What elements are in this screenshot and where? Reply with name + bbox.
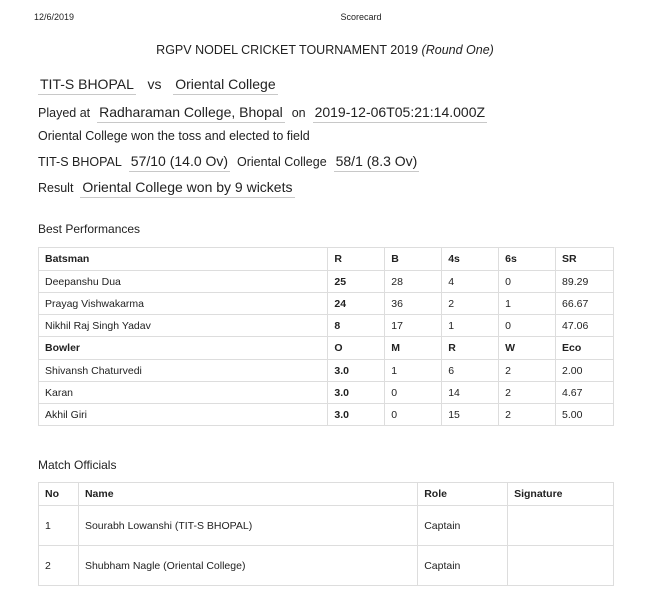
col-header: R	[442, 337, 499, 360]
bowler-name: Karan	[39, 382, 328, 404]
print-title: Scorecard	[340, 12, 382, 22]
score1-team: TIT-S BHOPAL	[38, 155, 122, 169]
tournament-title	[0, 43, 650, 57]
bowler-row	[39, 360, 614, 382]
on-label: on	[291, 106, 306, 120]
tournament-round: (Round One)	[421, 43, 494, 57]
score2-team: Oriental College	[237, 155, 327, 169]
col-header: Signature	[508, 483, 614, 506]
match-officials-title: Match Officials	[38, 458, 117, 472]
batsman-name: Nikhil Raj Singh Yadav	[39, 315, 328, 337]
score1: 57/10 (14.0 Ov)	[129, 153, 230, 172]
venue-line	[38, 104, 487, 120]
official-signature	[508, 506, 614, 546]
runs: 24	[328, 293, 385, 315]
col-header: Name	[78, 483, 417, 506]
official-row	[39, 546, 614, 586]
col-header: M	[385, 337, 442, 360]
economy: 2.00	[556, 360, 614, 382]
runs-conceded: 14	[442, 382, 499, 404]
batsman-row	[39, 293, 614, 315]
bowler-row	[39, 382, 614, 404]
score-line	[38, 153, 419, 169]
economy: 4.67	[556, 382, 614, 404]
fours: 1	[442, 315, 499, 337]
official-signature	[508, 546, 614, 586]
col-header: R	[328, 248, 385, 271]
result-label: Result	[38, 181, 74, 195]
sixes: 0	[499, 315, 556, 337]
bowler-name: Shivansh Chaturvedi	[39, 360, 328, 382]
runs: 25	[328, 271, 385, 293]
economy: 5.00	[556, 404, 614, 426]
col-header: Bowler	[39, 337, 328, 360]
runs-conceded: 6	[442, 360, 499, 382]
overs: 3.0	[328, 404, 385, 426]
officials-header-row	[39, 483, 614, 506]
col-header: 4s	[442, 248, 499, 271]
result-line	[38, 179, 295, 195]
batsman-row	[39, 271, 614, 293]
col-header: B	[385, 248, 442, 271]
played-label: Played at	[38, 106, 91, 120]
col-header: W	[499, 337, 556, 360]
official-role: Captain	[418, 506, 508, 546]
team2: Oriental College	[173, 76, 277, 95]
wickets: 2	[499, 404, 556, 426]
official-row	[39, 506, 614, 546]
balls: 28	[385, 271, 442, 293]
sixes: 0	[499, 271, 556, 293]
overs: 3.0	[328, 382, 385, 404]
runs: 8	[328, 315, 385, 337]
vs-label: vs	[147, 76, 162, 92]
wickets: 2	[499, 360, 556, 382]
strike-rate: 66.67	[556, 293, 614, 315]
runs-conceded: 15	[442, 404, 499, 426]
toss-line: Oriental College won the toss and elected to field	[38, 129, 310, 143]
balls: 36	[385, 293, 442, 315]
teams-line	[38, 76, 278, 92]
fours: 4	[442, 271, 499, 293]
col-header: Batsman	[39, 248, 328, 271]
result: Oriental College won by 9 wickets	[80, 179, 294, 198]
official-name: Shubham Nagle (Oriental College)	[78, 546, 417, 586]
maidens: 0	[385, 382, 442, 404]
col-header: SR	[556, 248, 614, 271]
official-name: Sourabh Lowanshi (TIT-S BHOPAL)	[78, 506, 417, 546]
official-no: 1	[39, 506, 79, 546]
col-header: Role	[418, 483, 508, 506]
match-officials-table	[38, 482, 614, 586]
maidens: 1	[385, 360, 442, 382]
official-no: 2	[39, 546, 79, 586]
maidens: 0	[385, 404, 442, 426]
match-datetime: 2019-12-06T05:21:14.000Z	[313, 104, 487, 123]
col-header: 6s	[499, 248, 556, 271]
tournament-name: RGPV NODEL CRICKET TOURNAMENT 2019	[156, 43, 419, 57]
score2: 58/1 (8.3 Ov)	[334, 153, 420, 172]
col-header: O	[328, 337, 385, 360]
team1: TIT-S BHOPAL	[38, 76, 136, 95]
official-role: Captain	[418, 546, 508, 586]
print-date: 12/6/2019	[34, 12, 75, 22]
best-performances-title: Best Performances	[38, 222, 141, 236]
batsman-name: Prayag Vishwakarma	[39, 293, 328, 315]
col-header: Eco	[556, 337, 614, 360]
col-header: No	[39, 483, 79, 506]
venue: Radharaman College, Bhopal	[97, 104, 285, 123]
wickets: 2	[499, 382, 556, 404]
strike-rate: 89.29	[556, 271, 614, 293]
batsman-row	[39, 315, 614, 337]
batsman-name: Deepanshu Dua	[39, 271, 328, 293]
overs: 3.0	[328, 360, 385, 382]
bowling-header-row	[39, 337, 614, 360]
bowler-row	[39, 404, 614, 426]
balls: 17	[385, 315, 442, 337]
fours: 2	[442, 293, 499, 315]
batting-header-row	[39, 248, 614, 271]
strike-rate: 47.06	[556, 315, 614, 337]
sixes: 1	[499, 293, 556, 315]
bowler-name: Akhil Giri	[39, 404, 328, 426]
best-performances-table	[38, 247, 614, 426]
